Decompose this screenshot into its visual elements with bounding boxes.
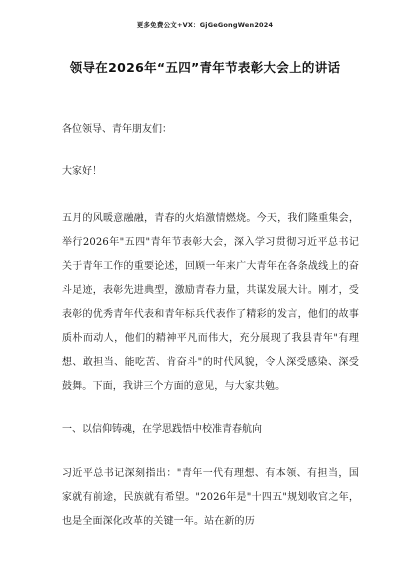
opening-paragraph: 五月的风暖意融融，青春的火焰激情燃烧。今天，我们隆重集会，举行2026年"五四"青年节表彰大会，深入学习贯彻习近平总书记关于青年工作的重要论述，回顾一年来广大青年在各条战线上的奋斗足迹，表彰先进典型，激励青春力量，共谋发展大计。刚才，受表彰的优秀青年代表和青年标兵代表作了精彩的发言，他们的故事质朴而动人，他们的精神平凡而伟大，充分展现了我县青年"有理想、敢担当、能吃苦、肯奋斗"的时代风貌，令人深受感染、深受鼓舞。下面，我讲三个方面的意见，与大家共勉。 (62, 213, 359, 392)
document-title: 领导在2026年“五四”青年节表彰大会上的讲话 (69, 60, 341, 75)
section-heading-1: 一、以信仰铸魂，在学思践悟中校准青春航向 (62, 424, 262, 435)
opening-greeting: 大家好！ (62, 166, 102, 177)
section-1-paragraph: 习近平总书记深刻指出："青年一代有理想、有本领、有担当，国家就有前途，民族就有希望。"2026年是"十四五"规划收官之年，也是全面深化改革的关键一年。站在新的历 (62, 468, 359, 527)
header-watermark: 更多免费公文+VX：GjGeGongWen2024 (136, 21, 274, 29)
salutation: 各位领导、青年朋友们： (62, 124, 172, 135)
